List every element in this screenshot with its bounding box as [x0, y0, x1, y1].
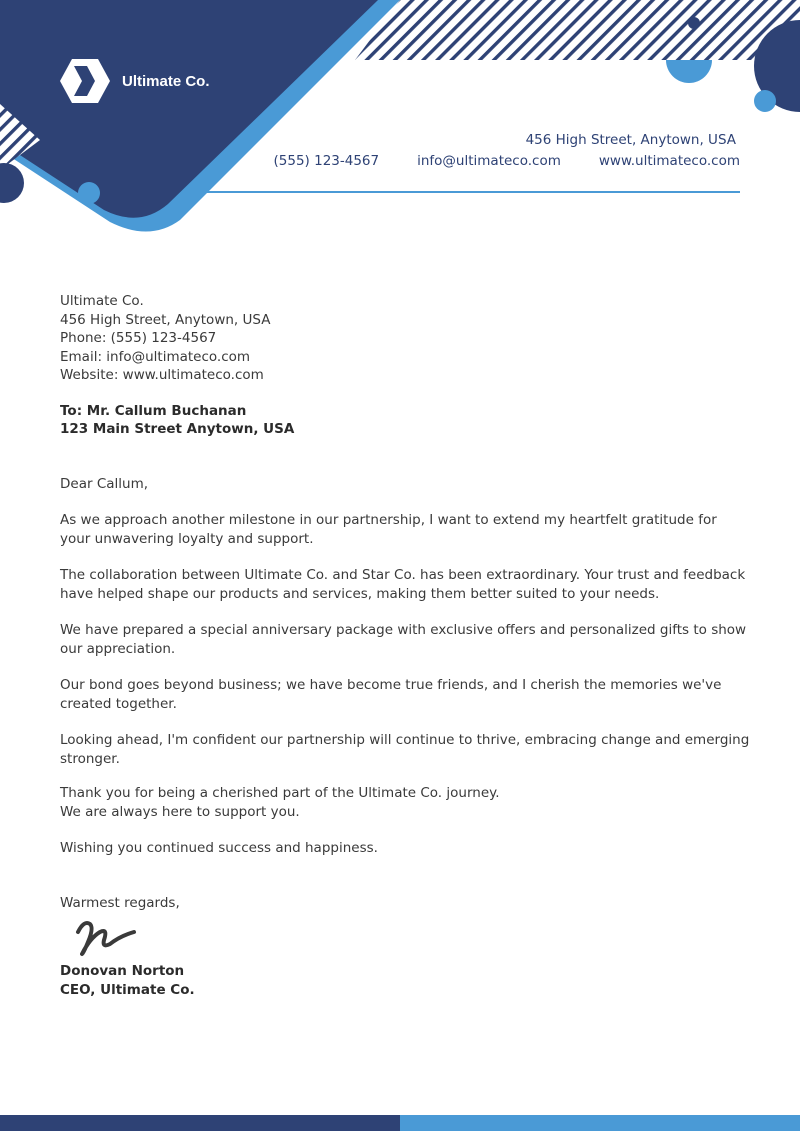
blue-dot-right [754, 90, 776, 112]
sender-line: Ultimate Co. [60, 293, 144, 309]
paragraph: As we approach another milestone in our partnership, I want to extend my heartfelt gratitude for your unwavering loyalty and support. [60, 512, 717, 547]
header-phone: (555) 123-4567 [273, 153, 380, 169]
letter-body [60, 292, 750, 999]
brand [60, 59, 210, 103]
recipient-block [60, 402, 750, 439]
brand-name: Ultimate Co. [122, 72, 210, 90]
header-divider [200, 191, 740, 193]
navy-dot-top [688, 17, 700, 29]
footer-bar-navy [0, 1115, 400, 1131]
sender-line: Phone: (555) 123-4567 [60, 330, 217, 346]
footer-bar-blue [400, 1115, 800, 1131]
greeting: Dear Callum, [60, 475, 149, 492]
blue-dot-left [78, 182, 100, 204]
signature-title: CEO, Ultimate Co. [60, 981, 195, 998]
header-decoration [0, 0, 800, 240]
header-address: 456 High Street, Anytown, USA [525, 132, 736, 148]
sender-line: 456 High Street, Anytown, USA [60, 311, 271, 328]
header-contact-row [274, 153, 740, 169]
hexagon-chevron-logo-icon [60, 59, 110, 103]
signature-name: Donovan Norton [60, 963, 185, 979]
signature-image [74, 918, 750, 960]
paragraph: We have prepared a special anniversary package with exclusive offers and personalized gifts to show our appreciation. [60, 622, 747, 657]
handwritten-signature-icon [74, 918, 138, 960]
sender-block [60, 292, 750, 385]
recipient-line: To: Mr. Callum Buchanan [60, 402, 247, 419]
sender-line: Email: info@ultimateco.com [60, 348, 251, 365]
paragraph: Our bond goes beyond business; we have become true friends, and I cherish the memories we've created together. [60, 677, 722, 712]
paragraph: Thank you for being a cherished part of the Ultimate Co. journey. We are always here to support you. [60, 785, 500, 820]
paragraph: Looking ahead, I'm confident our partnership will continue to thrive, embracing change and emerging stronger. [60, 732, 750, 767]
navy-circle-left [0, 163, 24, 203]
paragraph: The collaboration between Ultimate Co. and Star Co. has been extraordinary. Your trust and feedback have helped shape our products and services, making them better suited to your needs. [60, 567, 746, 602]
header-website: www.ultimateco.com [598, 153, 740, 169]
closing: Warmest regards, [60, 894, 180, 911]
blue-half-circle [666, 60, 712, 83]
paragraph: Wishing you continued success and happiness. [60, 840, 378, 856]
recipient-line: 123 Main Street Anytown, USA [60, 421, 295, 437]
header-email: info@ultimateco.com [417, 153, 561, 169]
sender-line: Website: www.ultimateco.com [60, 367, 264, 383]
striped-band [355, 0, 800, 60]
